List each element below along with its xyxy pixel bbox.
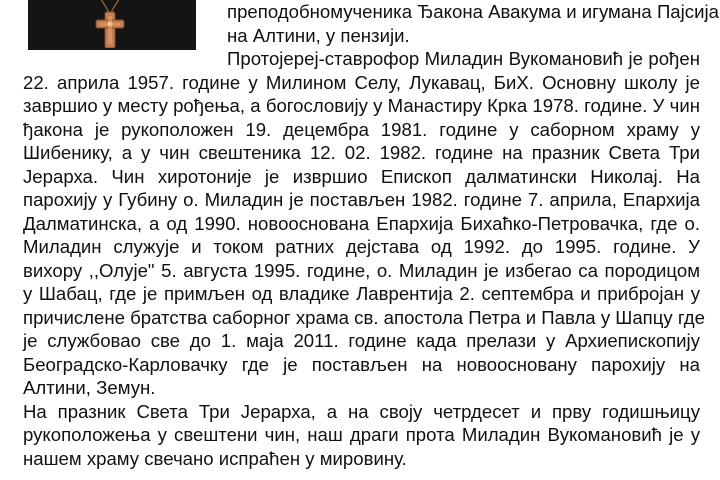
article-text bbox=[23, 0, 719, 470]
text-line: причислене братства саборног храма св. апостола Петра и Павла у Шапцу где bbox=[23, 306, 705, 328]
text-line: рукоположења у свештени чин, наш драги прота Миладин Вукомановић је у bbox=[23, 424, 700, 445]
text-line: Миладин служује и током ратних дејстава од 1992. до 1995. године. У bbox=[23, 236, 700, 257]
text-line: Далматинска, а од 1990. новоoснована Епархија Бихаћко-Петровачка, где о. bbox=[23, 212, 700, 234]
paragraph-start-line: Протојереј-ставрофор Миладин Вукомановић је рођен bbox=[227, 48, 700, 69]
text-line: у Шабац, где је примљен од владике Лаврентија 2. септембра и прибројан у bbox=[23, 283, 700, 304]
text-line: вихору ,,Олује" 5. августа 1995. године, о. Миладин је избегао са породицом bbox=[23, 259, 700, 281]
text-line: Шибенику, а у чин свештеника 12. 02. 1982. године на празник Света Три bbox=[23, 142, 700, 163]
text-line: на Алтини, у пензији. bbox=[227, 24, 410, 46]
text-line: Алтини, Земун. bbox=[23, 377, 156, 398]
text-line: је службовао све до 1. маја 2011. године када прелази у Архиепископију bbox=[23, 330, 700, 351]
text-line: 22. априла 1957. године у Милином Селу, Лукавац, БиХ. Основну школу је bbox=[23, 71, 700, 93]
text-line: ђакона је рукоположен 19. децембра 1981. године у саборном храму у bbox=[23, 118, 700, 140]
text-line: нашем храму свечано испраћен у мировину. bbox=[23, 447, 407, 469]
paragraph-start-line: На празник Света Три Јерарха, а на своју четрдесет и прву годишњицу bbox=[23, 400, 700, 422]
text-line: завршио у месту рођења, а богословију у Манастиру Крка 1978. године. У чин bbox=[23, 95, 700, 116]
text-line: Београдско-Карловачку где је постављен на новоосновану парохију на bbox=[23, 353, 700, 375]
text-line: Јерарха. Чин хиротоније је извршио Епископ далматински Николај. На bbox=[23, 165, 700, 187]
text-line: преподобномученика Ђакона Авакума и игумана Пајсија bbox=[227, 1, 719, 22]
text-line: парохију у Губину о. Миладин је постављен 1982. године 7. априла, Епархија bbox=[23, 189, 700, 210]
